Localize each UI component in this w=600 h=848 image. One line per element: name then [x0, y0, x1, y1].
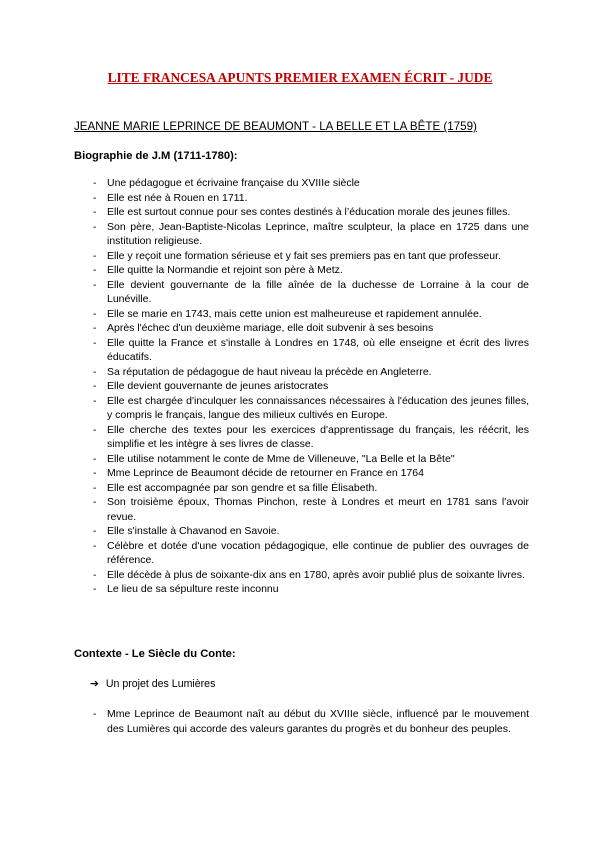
work-title: JEANNE MARIE LEPRINCE DE BEAUMONT - LA BELLE ET LA BÊTE (1759) [74, 120, 477, 133]
biography-item: - Le lieu de sa sépulture reste inconnu [93, 582, 529, 597]
biography-item: - Elle utilise notamment le conte de Mme de Villeneuve, "La Belle et la Bête" [93, 452, 529, 467]
biography-item: - Elle est née à Rouen en 1711. [93, 191, 529, 206]
context-arrow-item [90, 678, 215, 690]
biography-item: - Elle se marie en 1743, mais cette union est malheureuse et rapidement annulée. [93, 307, 529, 322]
biography-item: - Elle est chargée d'inculquer les connaissances nécessaires à l'éducation des jeunes filles, y compris le français, langue des milieux cultivés en Europe. [93, 394, 529, 423]
biography-item: - Après l'échec d'un deuxième mariage, elle doit subvenir à ses besoins [93, 321, 529, 336]
context-heading: Contexte - Le Siècle du Conte: [74, 648, 236, 660]
biography-item: - Elle s'installe à Chavanod en Savoie. [93, 524, 529, 539]
biography-item: - Elle quitte la France et s'installe à Londres en 1748, où elle enseigne et écrit des livres éducatifs. [93, 336, 529, 365]
biography-item: - Elle y reçoit une formation sérieuse et y fait ses premiers pas en tant que professeur. [93, 249, 529, 264]
biography-heading: Biographie de J.M (1711-1780): [74, 150, 238, 162]
context-paragraph-text: Mme Leprince de Beaumont naît au début du XVIIIe siècle, influencé par le mouvement des Lumières qui accorde des valeurs garantes du progrès et du bonheur des peuples. [107, 708, 529, 735]
biography-item: - Son père, Jean-Baptiste-Nicolas Leprince, maître sculpteur, la place en 1725 dans une institution religieuse. [93, 220, 529, 249]
biography-item: - Célèbre et dotée d'une vocation pédagogique, elle continue de publier des ouvrages de référence. [93, 539, 529, 568]
biography-item: - Elle cherche des textes pour les exercices d'apprentissage du français, les réécrit, les simplifie et les intègre à ses livres de classe. [93, 423, 529, 452]
biography-item: - Mme Leprince de Beaumont décide de retourner en France en 1764 [93, 466, 529, 481]
biography-list [93, 176, 529, 597]
biography-item: - Sa réputation de pédagogue de haut niveau la précède en Angleterre. [93, 365, 529, 380]
context-paragraph [93, 707, 529, 736]
biography-item: - Une pédagogue et écrivaine française du XVIIIe siècle [93, 176, 529, 191]
biography-item: - Elle quitte la Normandie et rejoint son père à Metz. [93, 263, 529, 278]
biography-item: - Elle est surtout connue pour ses contes destinés à l’éducation morale des jeunes filles. [93, 205, 529, 220]
biography-item: - Elle est accompagnée par son gendre et sa fille Élisabeth. [93, 481, 529, 496]
dash-bullet: - [93, 708, 97, 720]
context-arrow-text: Un projet des Lumières [105, 678, 216, 690]
biography-item: - Elle devient gouvernante de jeunes aristocrates [93, 379, 529, 394]
biography-item: - Elle décède à plus de soixante-dix ans en 1780, après avoir publié plus de soixante livres. [93, 568, 529, 583]
biography-item: - Son troisième époux, Thomas Pinchon, reste à Londres et meurt en 1781 sans l'avoir revue. [93, 495, 529, 524]
biography-item: - Elle devient gouvernante de la fille aînée de la duchesse de Lorraine à la cour de Lunéville. [93, 278, 529, 307]
document-title: LITE FRANCESA APUNTS PREMIER EXAMEN ÉCRIT - JUDE [107, 70, 493, 85]
arrow-right-icon: ➔ [90, 678, 99, 690]
